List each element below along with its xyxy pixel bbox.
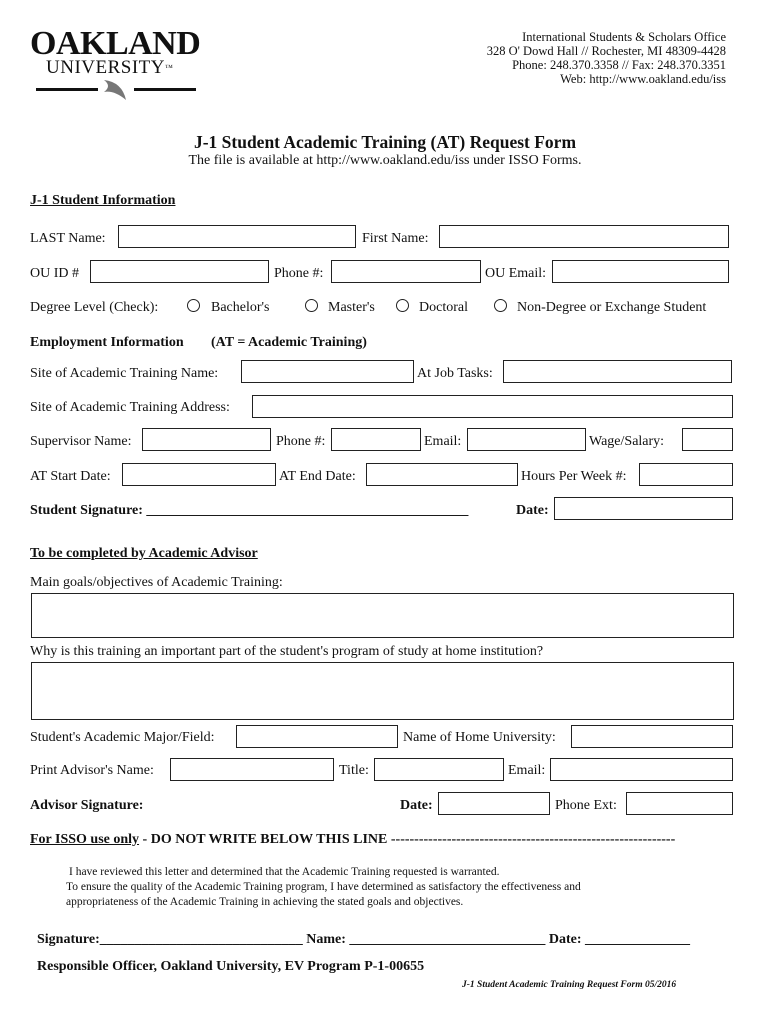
- office-info: [487, 30, 726, 86]
- responsible-officer: Responsible Officer, Oakland University, EV Program P-1-00655: [37, 959, 425, 974]
- logo-sail-icon: [100, 76, 132, 104]
- supervisor-phone-label: Phone #:: [276, 434, 326, 449]
- office-name: International Students & Scholars Office: [522, 30, 726, 44]
- phone-label: Phone #:: [274, 266, 324, 281]
- home-university-label: Name of Home University:: [403, 730, 556, 745]
- student-date-label: Date:: [516, 503, 549, 518]
- ou-id-field[interactable]: [90, 260, 269, 283]
- student-signature-line[interactable]: Student Signature: ______________________________________________: [30, 503, 469, 518]
- degree-doctoral-label: Doctoral: [419, 300, 468, 315]
- goals-textarea[interactable]: [31, 593, 734, 638]
- supervisor-name-label: Supervisor Name:: [30, 434, 132, 449]
- isso-statement-line2: To ensure the quality of the Academic Training program, I have determined as satisfactory the effectiveness and: [66, 881, 581, 893]
- employment-section-note: (AT = Academic Training): [211, 335, 367, 350]
- form-title: J-1 Student Academic Training (AT) Request Form: [193, 132, 577, 152]
- advisor-name-label: Print Advisor's Name:: [30, 763, 154, 778]
- radio-non-degree[interactable]: [494, 299, 507, 312]
- oakland-university-logo: [30, 26, 200, 106]
- radio-doctoral[interactable]: [396, 299, 409, 312]
- advisor-date-label: Date:: [400, 798, 433, 813]
- end-date-label: AT End Date:: [279, 469, 356, 484]
- logo-tm: ™: [165, 63, 174, 72]
- first-name-label: First Name:: [362, 231, 429, 246]
- degree-masters-label: Master's: [328, 300, 375, 315]
- phone-ext-label: Phone Ext:: [555, 798, 617, 813]
- logo-university: [46, 58, 173, 78]
- isso-statement-line1: I have reviewed this letter and determined that the Academic Training requested is warranted.: [69, 866, 500, 878]
- isso-heading-underlined: For ISSO use only: [30, 832, 140, 847]
- form-subtitle: The file is available at http://www.oakland.edu/iss under ISSO Forms.: [188, 153, 582, 168]
- home-university-field[interactable]: [571, 725, 733, 748]
- office-phone-fax: Phone: 248.370.3358 // Fax: 248.370.3351: [512, 58, 726, 72]
- phone-field[interactable]: [331, 260, 481, 283]
- advisor-name-field[interactable]: [170, 758, 334, 781]
- supervisor-name-field[interactable]: [142, 428, 271, 451]
- degree-bachelors-label: Bachelor's: [211, 300, 270, 315]
- isso-statement-line3: appropriateness of the Academic Training in achieving the stated goals and objectives.: [66, 896, 464, 908]
- student-date-field[interactable]: [554, 497, 733, 520]
- degree-non-degree-label: Non-Degree or Exchange Student: [517, 300, 707, 315]
- degree-level-label: Degree Level (Check):: [30, 300, 159, 315]
- start-date-field[interactable]: [122, 463, 276, 486]
- hours-label: Hours Per Week #:: [521, 469, 627, 484]
- supervisor-phone-field[interactable]: [331, 428, 421, 451]
- wage-label: Wage/Salary:: [589, 434, 665, 449]
- radio-masters[interactable]: [305, 299, 318, 312]
- advisor-date-field[interactable]: [438, 792, 550, 815]
- major-label: Student's Academic Major/Field:: [30, 730, 215, 745]
- logo-rule-right: [134, 88, 196, 91]
- site-name-field[interactable]: [241, 360, 414, 383]
- isso-heading-rest: - DO NOT WRITE BELOW THIS LINE -------------------------------------------------------------: [139, 832, 676, 847]
- advisor-title-label: Title:: [339, 763, 369, 778]
- why-label: Why is this training an important part of the student's program of study at home institution?: [30, 644, 544, 659]
- employment-section-heading: Employment Information: [30, 335, 184, 350]
- radio-bachelors[interactable]: [187, 299, 200, 312]
- supervisor-email-label: Email:: [424, 434, 462, 449]
- last-name-label: LAST Name:: [30, 231, 106, 246]
- site-name-label: Site of Academic Training Name:: [30, 366, 219, 381]
- end-date-field[interactable]: [366, 463, 518, 486]
- ou-id-label: OU ID #: [30, 266, 79, 281]
- site-address-field[interactable]: [252, 395, 733, 418]
- wage-field[interactable]: [682, 428, 733, 451]
- supervisor-email-field[interactable]: [467, 428, 586, 451]
- advisor-email-label: Email:: [508, 763, 546, 778]
- advisor-title-field[interactable]: [374, 758, 504, 781]
- office-address: 328 O' Dowd Hall // Rochester, MI 48309-4428: [486, 44, 726, 58]
- advisor-email-field[interactable]: [550, 758, 733, 781]
- ou-email-field[interactable]: [552, 260, 729, 283]
- logo-rule-left: [36, 88, 98, 91]
- job-tasks-field[interactable]: [503, 360, 732, 383]
- advisor-section-heading: To be completed by Academic Advisor: [30, 546, 258, 561]
- hours-field[interactable]: [639, 463, 733, 486]
- last-name-field[interactable]: [118, 225, 356, 248]
- isso-signature-line[interactable]: Signature:_____________________________ Name: ____________________________ Date: _______________: [37, 932, 691, 947]
- office-web: Web: http://www.oakland.edu/iss: [560, 72, 726, 86]
- first-name-field[interactable]: [439, 225, 729, 248]
- job-tasks-label: At Job Tasks:: [417, 366, 493, 381]
- logo-university-text: UNIVERSITY: [46, 57, 165, 78]
- logo-oakland: OAKLAND: [30, 25, 201, 62]
- major-field[interactable]: [236, 725, 398, 748]
- form-footer: J-1 Student Academic Training Request Form 05/2016: [462, 980, 677, 990]
- why-textarea[interactable]: [31, 662, 734, 720]
- start-date-label: AT Start Date:: [30, 469, 111, 484]
- ou-email-label: OU Email:: [485, 266, 547, 281]
- site-address-label: Site of Academic Training Address:: [30, 400, 230, 415]
- phone-ext-field[interactable]: [626, 792, 733, 815]
- goals-label: Main goals/objectives of Academic Training:: [30, 575, 283, 590]
- student-section-heading: J-1 Student Information: [30, 193, 176, 208]
- isso-heading: [30, 832, 675, 848]
- advisor-signature-label: Advisor Signature:: [30, 798, 144, 813]
